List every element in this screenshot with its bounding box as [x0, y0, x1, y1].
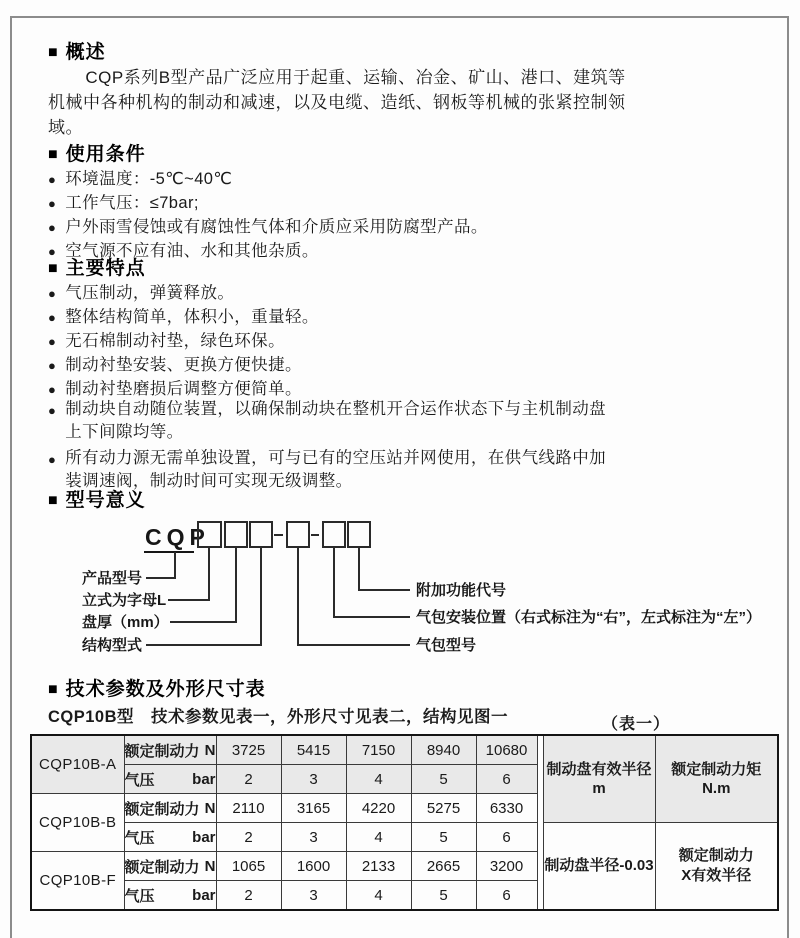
- list-item: [48, 167, 760, 191]
- item-line: 制动块自动随位装置，以确保制动块在整机开合运作状态下与主机制动盘: [65, 400, 607, 418]
- list-item-text: 工作气压：≤7bar;: [65, 194, 199, 212]
- torque-value-line: 额定制动力: [678, 847, 754, 864]
- torque-header: 额定制动力矩: [671, 761, 762, 778]
- list-item-text: 气压制动，弹簧释放。: [65, 284, 235, 302]
- list-item-text: 空气源不应有油、水和其他杂质。: [65, 242, 319, 260]
- param-cell: [124, 735, 216, 765]
- pressure-value: 4: [346, 823, 411, 852]
- force-unit: N: [204, 741, 216, 759]
- force-unit: N: [204, 857, 216, 875]
- connector-disc-thickness: [170, 547, 236, 622]
- pressure-value: 4: [346, 765, 411, 794]
- pressure-value: 2: [216, 765, 281, 794]
- digit-box-4: [287, 522, 309, 547]
- overview-paragraph: [48, 65, 760, 140]
- list-item: [48, 305, 760, 329]
- force-label: 额定制动力: [124, 858, 200, 876]
- digit-box-6: [348, 522, 370, 547]
- item-line: 装调速阀，制动时间可实现无级调整。: [65, 472, 353, 490]
- torque-header-cell: [655, 735, 778, 823]
- pressure-value: 5: [411, 823, 476, 852]
- torque-unit: N.m: [702, 780, 731, 797]
- model-cell: CQP10B-F: [31, 852, 124, 911]
- bullet-icon: ●: [48, 382, 57, 397]
- bullet-icon: ●: [48, 334, 57, 349]
- pressure-value: 2: [216, 823, 281, 852]
- section-marker-icon: ■: [48, 492, 59, 509]
- section-marker-icon: ■: [48, 146, 59, 163]
- force-value: 3725: [216, 735, 281, 765]
- eff-radius-value-cell: 制动盘半径-0.03: [543, 823, 655, 911]
- bullet-icon: ●: [48, 286, 57, 301]
- bullet-icon: ●: [48, 403, 57, 418]
- force-value: 2133: [346, 852, 411, 881]
- label-airbag-model: 气包型号: [416, 637, 477, 654]
- connector-airbag-model: [298, 547, 410, 645]
- connector-lines: [146, 547, 410, 645]
- table-row: [31, 735, 778, 765]
- label-disc-thickness: 盘厚（mm）: [82, 614, 169, 631]
- digit-boxes: [198, 522, 370, 547]
- force-value: 2110: [216, 794, 281, 823]
- digit-box-5: [323, 522, 345, 547]
- force-label: 额定制动力: [124, 800, 200, 818]
- bullet-icon: ●: [48, 358, 57, 373]
- eff-radius-unit: m: [592, 780, 606, 797]
- list-item: [48, 447, 760, 493]
- bullet-icon: ●: [48, 244, 57, 259]
- item-line: 所有动力源无需单独设置，可与已有的空压站并网使用，在供气线路中加: [65, 449, 607, 467]
- pressure-value: 5: [411, 765, 476, 794]
- label-extra-function: 附加功能代号: [416, 582, 507, 599]
- pressure-label: 气压: [124, 829, 155, 847]
- pressure-value: 6: [476, 881, 537, 911]
- pressure-unit: bar: [192, 828, 216, 846]
- list-item: [48, 398, 760, 444]
- label-vertical-type: 立式为字母L: [82, 592, 167, 609]
- param-cell: [124, 823, 216, 852]
- section-heading-model-meaning: [48, 491, 146, 511]
- conditions-list: [48, 167, 760, 263]
- pressure-value: 6: [476, 765, 537, 794]
- label-airbag-position: 气包安装位置（右式标注为“右”，左式标注为“左”）: [416, 609, 762, 626]
- list-item: [48, 281, 760, 305]
- force-label: 额定制动力: [124, 742, 200, 760]
- list-item-text: 制动衬垫安装、更换方便快捷。: [65, 356, 302, 374]
- section-title: 技术参数及外形尺寸表: [65, 679, 266, 700]
- force-value: 6330: [476, 794, 537, 823]
- paragraph-line: 机械中各种机构的制动和减速，以及电缆、造纸、钢板等机械的张紧控制领: [48, 93, 626, 112]
- connector-airbag-position: [334, 547, 410, 617]
- torque-value-cell: [655, 823, 778, 911]
- pressure-value: 3: [281, 881, 346, 911]
- model-cell: CQP10B-B: [31, 794, 124, 852]
- eff-radius-header: 制动盘有效半径: [546, 761, 652, 778]
- pressure-value: 2: [216, 881, 281, 911]
- pressure-value: 5: [411, 881, 476, 911]
- force-value: 7150: [346, 735, 411, 765]
- bullet-icon: ●: [48, 452, 57, 467]
- specs-note: CQP10B型 技术参数见表一，外形尺寸见表二，结构见图一: [48, 708, 509, 726]
- table-row: [31, 823, 778, 852]
- bullet-icon: ●: [48, 310, 57, 325]
- model-code-diagram-svg: [20, 515, 780, 673]
- pressure-value: 4: [346, 881, 411, 911]
- pressure-unit: bar: [192, 886, 216, 904]
- model-cell: CQP10B-A: [31, 735, 124, 794]
- list-item: [48, 215, 760, 239]
- force-value: 3165: [281, 794, 346, 823]
- list-item: [48, 329, 760, 353]
- pressure-value: 3: [281, 823, 346, 852]
- force-value: 10680: [476, 735, 537, 765]
- force-value: 8940: [411, 735, 476, 765]
- param-cell: [124, 794, 216, 823]
- list-item: [48, 239, 760, 263]
- bullet-icon: ●: [48, 172, 57, 187]
- param-cell: [124, 765, 216, 794]
- paragraph-line: 域。: [48, 118, 83, 137]
- list-item: [48, 191, 760, 215]
- section-heading-conditions: [48, 145, 146, 165]
- pressure-label: 气压: [124, 887, 155, 905]
- bullet-icon: ●: [48, 220, 57, 235]
- force-value: 1600: [281, 852, 346, 881]
- digit-box-2: [225, 522, 247, 547]
- digit-box-3: [250, 522, 272, 547]
- item-line: 上下间隙均等。: [65, 423, 184, 441]
- section-title: 型号意义: [65, 490, 146, 511]
- features-list: [48, 281, 760, 401]
- force-value: 1065: [216, 852, 281, 881]
- force-unit: N: [204, 799, 216, 817]
- list-item-text: [65, 447, 606, 493]
- list-item-text: 制动衬垫磨损后调整方便简单。: [65, 380, 302, 398]
- section-marker-icon: ■: [48, 260, 59, 277]
- param-cell: [124, 881, 216, 911]
- eff-radius-header-cell: [543, 735, 655, 823]
- section-marker-icon: ■: [48, 681, 59, 698]
- section-heading-features: [48, 259, 146, 279]
- table-one-label: （表一）: [602, 716, 671, 733]
- bullet-icon: ●: [48, 196, 57, 211]
- section-heading-overview: [48, 43, 106, 63]
- list-item-text: 环境温度：-5℃~40℃: [65, 170, 233, 188]
- pressure-value: 6: [476, 823, 537, 852]
- pressure-unit: bar: [192, 770, 216, 788]
- spec-table: [30, 734, 779, 911]
- pressure-value: 3: [281, 765, 346, 794]
- list-item-text: 户外雨雪侵蚀或有腐蚀性气体和介质应采用防腐型产品。: [65, 218, 488, 236]
- features-list-multiline: [48, 398, 760, 493]
- force-value: 4220: [346, 794, 411, 823]
- paragraph-line: CQP系列B型产品广泛应用于起重、运输、冶金、矿山、港口、建筑等: [85, 68, 626, 87]
- model-code-diagram: [20, 515, 780, 673]
- force-value: 3200: [476, 852, 537, 881]
- list-item: [48, 353, 760, 377]
- force-value: 5415: [281, 735, 346, 765]
- pressure-label: 气压: [124, 771, 155, 789]
- section-title: 使用条件: [65, 144, 146, 165]
- section-heading-specs: [48, 680, 266, 700]
- list-item-text: 无石棉制动衬垫，绿色环保。: [65, 332, 285, 350]
- connector-product-model: [146, 552, 175, 578]
- param-cell: [124, 852, 216, 881]
- section-title: 主要特点: [65, 258, 146, 279]
- list-item-text: 整体结构简单，体积小，重量轻。: [65, 308, 319, 326]
- torque-value-line: X有效半径: [681, 867, 752, 884]
- list-item-text: [65, 398, 606, 444]
- force-value: 5275: [411, 794, 476, 823]
- label-structure-type: 结构型式: [82, 637, 143, 654]
- model-code-prefix: CQP: [145, 524, 210, 550]
- label-product-model: 产品型号: [82, 570, 143, 587]
- section-title: 概述: [65, 42, 106, 63]
- connector-extra-function: [359, 547, 410, 590]
- force-value: 2665: [411, 852, 476, 881]
- section-marker-icon: ■: [48, 44, 59, 61]
